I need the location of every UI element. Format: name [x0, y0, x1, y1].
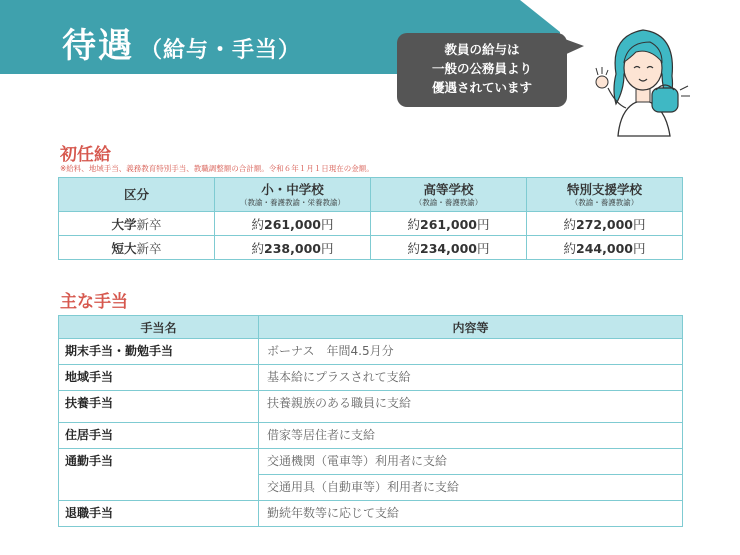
- starting-salary-table: [58, 177, 683, 260]
- allowance-description: 借家等居住者に支給: [259, 423, 683, 449]
- allowance-name: 退職手当: [59, 501, 259, 527]
- table-cell: 約272,000円: [527, 212, 683, 236]
- starting-salary-heading: 初任給: [60, 145, 111, 165]
- table-cell: 約244,000円: [527, 236, 683, 260]
- allowance-name: 扶養手当: [59, 391, 259, 423]
- table-header-row: [59, 178, 683, 212]
- page-subtitle: （給与・手当）: [140, 38, 302, 63]
- allowance-description: 交通機関（電車等）利用者に支給: [259, 449, 683, 475]
- table-cell: 約261,000円: [215, 212, 371, 236]
- allowances-heading: 主な手当: [60, 292, 128, 312]
- table-cell: 約234,000円: [371, 236, 527, 260]
- table-row: [59, 365, 683, 391]
- bubble-line: 教員の給与は: [444, 42, 520, 57]
- allowances-table: [58, 315, 683, 527]
- allowance-description: ボーナス 年間4.5月分: [259, 339, 683, 365]
- table-row: [59, 501, 683, 527]
- allowance-name: 地域手当: [59, 365, 259, 391]
- table-cell: 約261,000円: [371, 212, 527, 236]
- table-row: [59, 449, 683, 475]
- allowance-description: 基本給にプラスされて支給: [259, 365, 683, 391]
- column-header: 手当名: [59, 316, 259, 339]
- bubble-line: 優遇されています: [431, 80, 532, 95]
- column-header: 内容等: [259, 316, 683, 339]
- page-title: 待遇 （給与・手当）: [62, 26, 302, 66]
- teacher-illustration-icon: [588, 18, 698, 140]
- table-row: [59, 391, 683, 423]
- allowance-name: 住居手当: [59, 423, 259, 449]
- speech-bubble-tail: [562, 38, 584, 56]
- table-header-row: [59, 316, 683, 339]
- allowance-description: 勤続年数等に応じて支給: [259, 501, 683, 527]
- table-cell: 約238,000円: [215, 236, 371, 260]
- allowance-name: 通勤手当: [59, 449, 259, 501]
- row-label: 短大新卒: [59, 236, 215, 260]
- salary-footnote: ※給料、地域手当、義務教育特別手当、教職調整額の合計額。令和６年１月１日現在の金額。: [60, 164, 374, 173]
- column-header: 区分: [59, 178, 215, 212]
- column-header: 小・中学校 （教諭・養護教諭・栄養教諭）: [215, 178, 371, 212]
- allowance-description: 扶養親族のある職員に支給: [259, 391, 683, 423]
- bubble-line: 一般の公務員より: [431, 61, 532, 76]
- table-row: [59, 212, 683, 236]
- table-row: [59, 423, 683, 449]
- column-header: 特別支援学校 （教諭・養護教諭）: [527, 178, 683, 212]
- column-header: 高等学校 （教諭・養護教諭）: [371, 178, 527, 212]
- row-label: 大学新卒: [59, 212, 215, 236]
- allowance-description: 交通用具（自動車等）利用者に支給: [259, 475, 683, 501]
- table-row: [59, 339, 683, 365]
- allowance-name: 期末手当・勤勉手当: [59, 339, 259, 365]
- speech-bubble: [397, 33, 567, 107]
- table-row: [59, 236, 683, 260]
